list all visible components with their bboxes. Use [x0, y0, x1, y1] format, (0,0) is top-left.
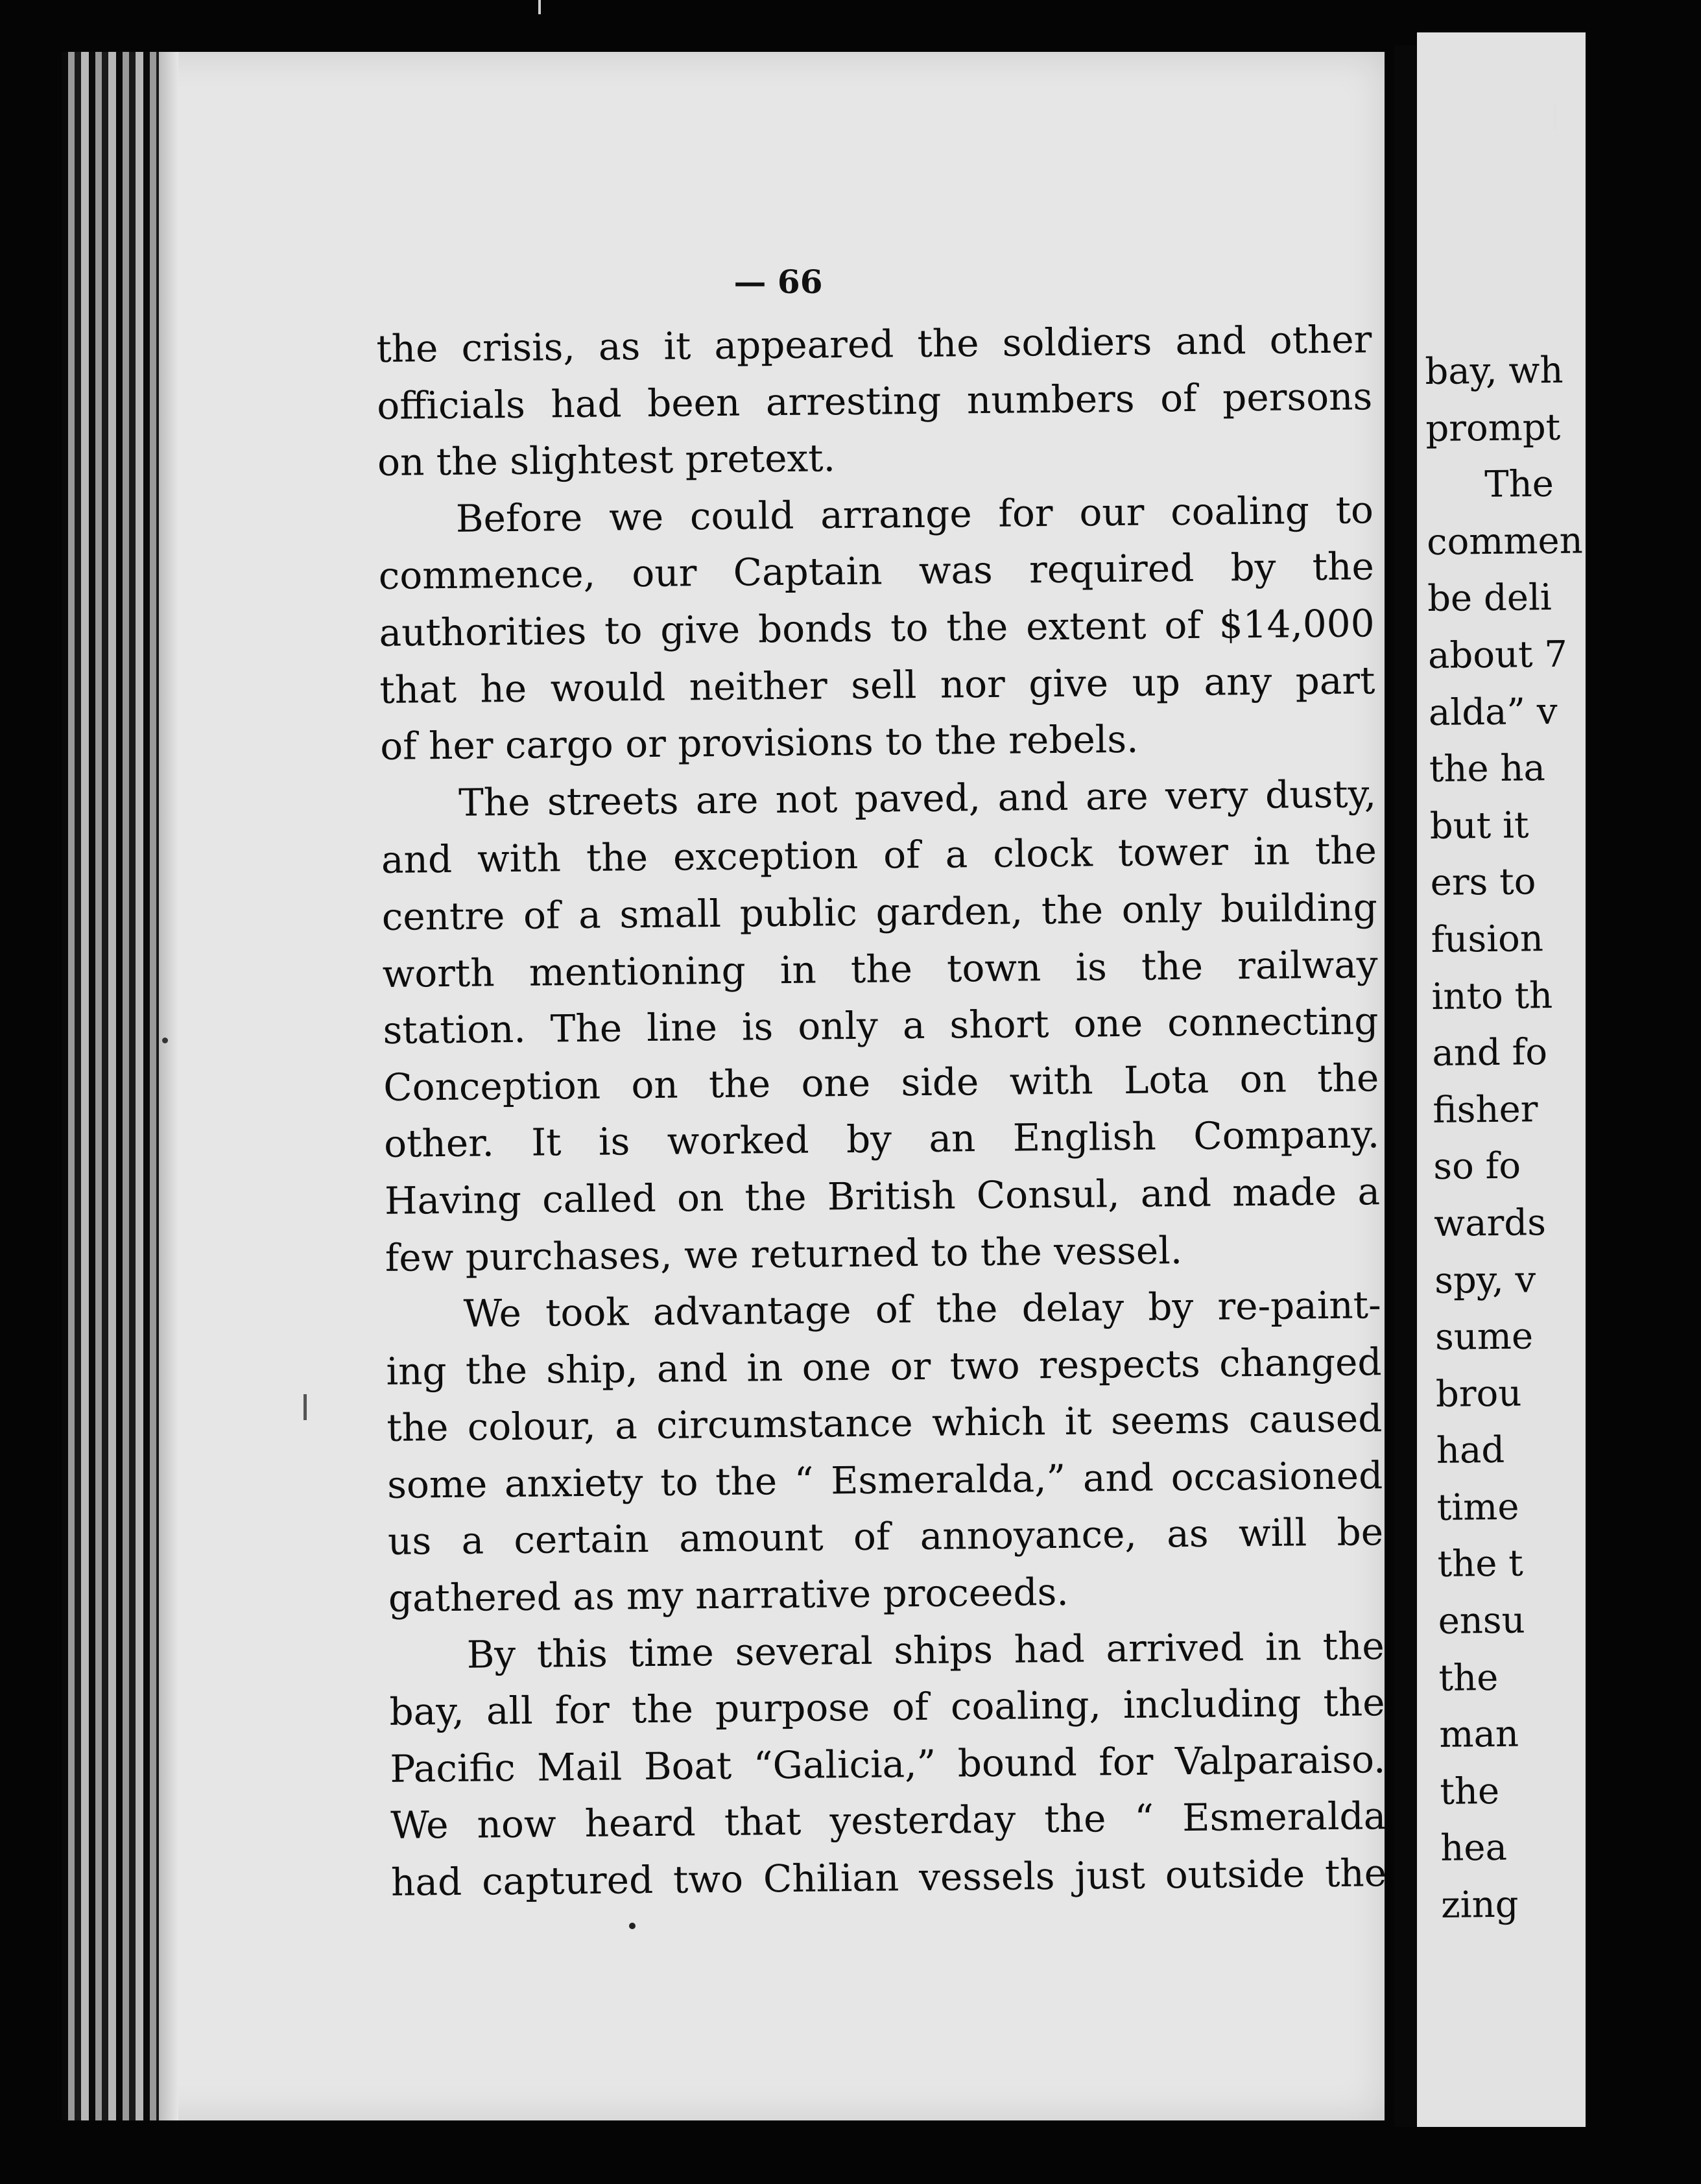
text-line: the t — [1437, 1542, 1524, 1586]
text-line: time — [1436, 1486, 1519, 1529]
text-line: of her cargo or provisions to the rebels. — [379, 717, 1139, 769]
scan-speck — [538, 0, 541, 14]
text-line: bay, wh — [1425, 349, 1564, 393]
text-line: worth mentioning in the town is the railway — [382, 942, 1378, 996]
text-line: but it — [1429, 804, 1529, 848]
text-line: sume — [1434, 1315, 1534, 1359]
text-line: zing — [1440, 1883, 1519, 1927]
text-line: the — [1438, 1656, 1499, 1700]
text-line: Having called on the British Consul, and made a — [384, 1169, 1381, 1223]
scan-speck — [1553, 104, 1557, 130]
text-line: the colour, a circumstance which it seems caused — [387, 1396, 1383, 1451]
page-gutter-shadow — [1394, 45, 1420, 2127]
scan-speck — [162, 1038, 168, 1043]
text-line: had — [1436, 1429, 1505, 1473]
text-line: and with the exception of a clock tower in the — [381, 828, 1377, 883]
text-line: authorities to give bonds to the extent of $14,000 — [379, 601, 1375, 655]
text-line: that he would neither sell nor give up any part — [379, 658, 1375, 712]
text-line: alda” v — [1428, 690, 1558, 734]
text-line: Pacific Mail Boat “Galicia,” bound for Valparaiso. — [390, 1737, 1386, 1791]
text-line: ensu — [1438, 1599, 1525, 1643]
text-line: Before we could arrange for our coaling to — [455, 488, 1374, 541]
text-line: on the slightest pretext. — [377, 436, 836, 485]
page-edge-stack — [62, 52, 159, 2120]
text-line: man — [1439, 1713, 1519, 1757]
text-line: Conception on the one side with Lota on the — [383, 1055, 1379, 1110]
text-line: hea — [1440, 1827, 1508, 1870]
text-line: so fo — [1433, 1145, 1521, 1189]
text-line: wards — [1433, 1202, 1547, 1245]
text-line: few purchases, we returned to the vessel. — [385, 1228, 1183, 1280]
text-line: centre of a small public garden, the only building — [381, 885, 1378, 939]
text-line: bay, all for the purpose of coaling, including the — [389, 1680, 1385, 1735]
text-line: some anxiety to the “ Esmeralda,” and occasioned — [387, 1453, 1383, 1507]
text-line: us a certain amount of annoyance, as will be — [387, 1510, 1384, 1564]
text-line: fisher — [1433, 1087, 1538, 1132]
text-line: ing the ship, and in one or two respects changed — [386, 1339, 1382, 1394]
text-line: gathered as my narrative proceeds. — [388, 1569, 1069, 1620]
text-line: the crisis, as it appeared the soldiers and other — [376, 317, 1372, 371]
text-line: the ha — [1429, 747, 1546, 791]
text-line: The — [1484, 463, 1554, 506]
text-line: brou — [1435, 1372, 1522, 1416]
text-line: be deli — [1427, 576, 1552, 621]
text-line: By this time several ships had arrived in the — [466, 1623, 1385, 1677]
text-line: into th — [1431, 974, 1553, 1018]
page-number: — 66 — [733, 263, 823, 301]
scan-speck — [629, 1923, 636, 1929]
text-line: The streets are not paved, and are very dusty, — [458, 771, 1377, 825]
text-line: ers to — [1430, 861, 1536, 905]
text-line: other. It is worked by an English Company. — [383, 1112, 1380, 1167]
text-line: had captured two Chilian vessels just outside the — [390, 1851, 1387, 1905]
text-line: We now heard that yesterday the “ Esmeralda — [390, 1794, 1386, 1848]
text-line: prompt — [1425, 406, 1561, 450]
text-line: the — [1440, 1770, 1500, 1813]
text-line: We took advantage of the delay by re-paint- — [463, 1283, 1381, 1336]
right-page-fragment — [1417, 32, 1586, 2127]
text-line: spy, v — [1434, 1258, 1536, 1302]
left-page-text — [376, 311, 1386, 1911]
text-line: commence, our Captain was required by the — [378, 544, 1375, 599]
text-line: and fo — [1432, 1031, 1548, 1075]
text-line: fusion — [1431, 918, 1544, 961]
text-line: station. The line is only a short one connecting — [383, 999, 1379, 1053]
text-line: about 7 — [1427, 633, 1568, 677]
right-page-text — [1425, 341, 1701, 1934]
scan-speck — [303, 1394, 307, 1420]
text-line: commen — [1426, 519, 1584, 564]
text-line: officials had been arresting numbers of persons — [376, 374, 1373, 428]
